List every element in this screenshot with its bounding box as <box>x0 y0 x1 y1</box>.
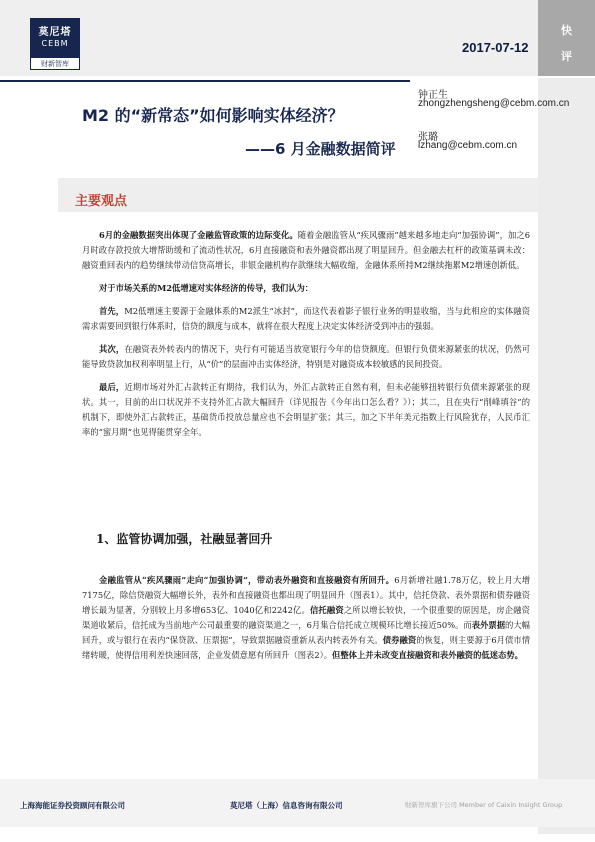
paragraph-4-text: 在融资表外转表内的情况下，央行有可能适当放宽银行今年的信贷额度。但银行负债来源紧张的状况，仍然可能导致贷款加权利率明显上行，从“价”的层面冲击实体经济，特别是对融资成本较敏感的民间投资。 <box>82 344 530 369</box>
subsection-title: 1、监管协调加强，社融显著回升 <box>96 532 273 546</box>
logo-chinese: 莫尼塔 <box>38 27 72 38</box>
paragraph-2-text: 对于市场关系的M2低增速对实体经济的传导，我们认为： <box>99 283 314 293</box>
subsection-lead-1: 金融监管从“疾风骤雨”走向“加强协调”，带动表外融资和直接融资有所回升。 <box>99 575 395 585</box>
paragraph-3-text: M2低增速主要源于金融体系的M2派生“冰封”，而这代表着影子银行业务的明显收缩，当与此相应的实体融资需求需要回到银行体系时，信贷的额度与成本，就将在很大程度上决定实体经济受到冲击的强弱。 <box>82 306 530 331</box>
paragraph-4-lead: 其次， <box>99 344 125 354</box>
badge-line-1: 快 <box>561 24 572 37</box>
footer-group-note: 财新智库旗下公司 Member of Caixin Insight Group <box>405 801 563 809</box>
subsection-lead-3: 表外票据 <box>471 620 506 630</box>
main-points-body <box>82 228 530 440</box>
paragraph-5-text: 近期市场对外汇占款转正有期待，我们认为，外汇占款转正自然有利，但未必能够扭转银行负债来源紧张的现状。其一，目前的出口状况并不支持外汇占款大幅回升（详见报告《今年出口怎么看？》）；其二，且在央行“削峰填谷”的机制下，即使外汇占款转正，基础货币投放总量应也不会明显扩张；其三，加之下半年美元指数上行风险犹存，人民币汇率的“蜜月期”也见得能贯穿全年。 <box>82 382 530 437</box>
section-title: 主要观点 <box>75 194 128 209</box>
footer-company-left: 上海海能证券投资顾问有限公司 <box>20 801 125 810</box>
paragraph-3 <box>82 304 530 334</box>
paragraph-1-lead: 6月的金融数据突出体现了金融监管政策的边际变化。 <box>99 230 298 240</box>
header-band <box>0 0 538 76</box>
paragraph-4 <box>82 342 530 372</box>
report-type-badge <box>538 0 595 76</box>
report-date: 2017-07-12 <box>462 40 529 55</box>
subsection-lead-2: 信托融资 <box>309 605 344 615</box>
badge-line-2: 评 <box>561 50 572 63</box>
logo-subtitle: 财新智库 <box>30 57 80 70</box>
subsection-paragraph <box>82 573 530 663</box>
subsection-text-4: 的恢复，则主要源于6月债市情绪转暖，使得信用利差快速回落，企业发债意愿有所回升（图表2）。 <box>82 635 530 660</box>
paragraph-2 <box>82 281 530 296</box>
subsection-body <box>82 573 530 663</box>
paragraph-1 <box>82 228 530 273</box>
report-subtitle: ——6 月金融数据简评 <box>245 140 396 158</box>
logo-english: CEBM <box>41 39 69 48</box>
author-2-email[interactable]: lzhang@cebm.com.cn <box>418 140 518 151</box>
author-1-name: 钟正生 <box>418 90 448 101</box>
author-1-email[interactable]: zhongzhengsheng@cebm.com.cn <box>418 98 570 109</box>
paragraph-1-text: 随着金融监管从“疾风骤雨”越来越多地走向“加强协调”，加之6月时政存款投放大增帮助缓和了流动性状况，6月直接融资和表外融资都出现了明显回升。但金融去杠杆的政策基调未改：融资重回表内的趋势继续带动信贷高增长，非银金融机构存款继续大幅收缩，金融体系所持M2继续拖累M2增速创新低。 <box>82 230 531 270</box>
author-2-name: 张璐 <box>418 132 438 143</box>
paragraph-5 <box>82 380 530 440</box>
report-title: M2 的“新常态”如何影响实体经济？ <box>82 106 344 125</box>
footer-company-middle: 莫尼塔（上海）信息咨询有限公司 <box>230 801 343 810</box>
paragraph-5-lead: 最后， <box>99 382 125 392</box>
paragraph-3-lead: 首先， <box>99 306 125 316</box>
right-margin-band <box>538 78 595 834</box>
section-header-band <box>58 178 538 212</box>
subsection-lead-5: 但整体上并未改变直接融资和表外融资的低迷态势。 <box>332 650 523 660</box>
subsection-text-1: 6月新增社融1.78万亿，较上月大增7175亿，除信贷融资大幅增长外，表外和直接融资也都出现了明显回升（图表1）。其中，信托贷款、表外票据和债券融资增长最为显著，分别较上月多增653亿、1040亿和2242亿。 <box>82 575 531 615</box>
subsection-text-3: 的大幅回升，或与银行在表内“保贷款、压票据”，导致票据融资重新从表内转表外有关。 <box>82 620 530 645</box>
subsection-lead-4: 债券融资 <box>382 635 417 645</box>
subsection-text-2: 之所以增长较快，一个很重要的原因是，房企融资渠道收紧后，信托成为当前地产公司最重要的融资渠道之一，6月集合信托成立规模环比增长接近50%。而 <box>82 605 530 630</box>
